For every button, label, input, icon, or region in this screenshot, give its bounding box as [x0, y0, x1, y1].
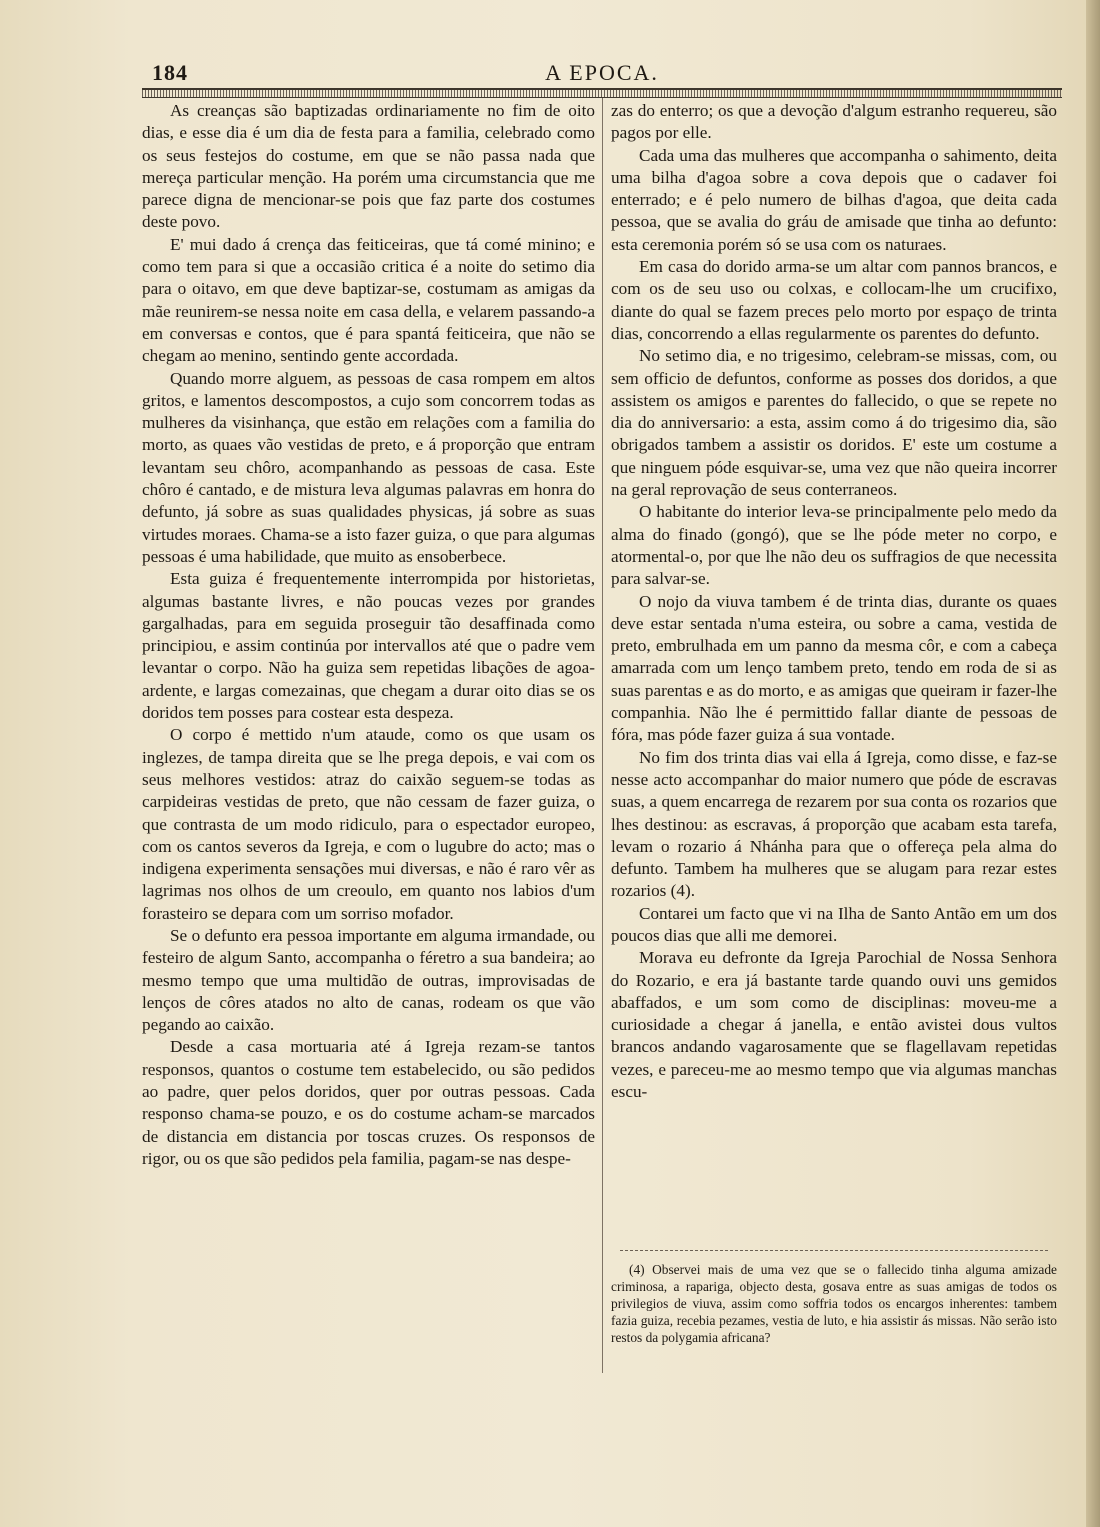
binding-edge	[1086, 0, 1100, 1527]
paragraph: Se o defunto era pessoa importante em alguma irmandade, ou festeiro de algum Santo, accompanha o féretro a sua bandeira; ao mesmo tempo que uma multidão de outras, improvisadas de lenços de côres atados no alto de canas, rodeam os que vão pegando ao caixão.	[142, 925, 595, 1035]
paragraph: Esta guiza é frequentemente interrompida por historietas, algumas bastante livres, e não poucas vezes por grandes gargalhadas, para em seguida proseguir tão desaffinada como principiou, e assim continúa por intervallos até que o padre vem levantar o corpo. Não ha guiza sem repetidas libações de agoa-ardente, e largas comezainas, que chegam a durar oito dias se os doridos tem posses para costear esta despeza.	[142, 569, 595, 723]
footnote-rule	[620, 1250, 1048, 1251]
right-column	[611, 100, 1057, 1103]
paragraph: O corpo é mettido n'um ataude, como os que usam os inglezes, de tampa direita que se lhe prega depois, e vai com os seus melhores vestidos: atraz do caixão seguem-se todas as carpideiras vestidas de preto, que não cessam de fazer guiza, o que contrasta de um modo ridiculo, para o espectador europeo, com os cantos severos da Igreja, e com o lugubre do acto; mas o indigena experimenta sensações mui diversas, e não é raro vêr as lagrimas nos olhos de um creoulo, em quanto nos labios d'um forasteiro se depara com um sorriso mofador.	[142, 725, 595, 923]
page-header	[142, 54, 1062, 86]
paragraph: Desde a casa mortuaria até á Igreja rezam-se tantos responsos, quantos o costume tem estabelecido, ou são pedidos ao padre, quer pelos doridos, quer por outras pessoas. Cada responso chama-se pouzo, e os do costume acham-se marcados de distancia em distancia por toscas cruzes. Os responsos de rigor, ou os que são pedidos pela familia, pagam-se nas despe-	[142, 1037, 595, 1168]
journal-title: A EPOCA.	[545, 60, 659, 85]
paragraph: Cada uma das mulheres que accompanha o sahimento, deita uma bilha d'agoa sobre a cova depois que o cadaver foi enterrado; e é pelo numero de bilhas d'agoa, que deita cada pessoa, que se avalia do gráu de amisade que tinha ao defunto: esta ceremonia porém só se usa com os naturaes.	[611, 145, 1057, 254]
footnote-text: (4) Observei mais de uma vez que se o fallecido tinha alguma amizade criminosa, a rapariga, objecto desta, gosava entre as suas amigas de todos os privilegios de viuva, assim como soffria todos os encargos inherentes: tambem fazia guiza, recebia pezames, vestia de luto, e hia assistir ás missas. Não serão isto restos da polygamia africana?	[611, 1262, 1057, 1345]
paragraph: Morava eu defronte da Igreja Parochial de Nossa Senhora do Rozario, e era já bastante tarde quando ouvi uns gemidos abaffados, e um som como de disciplinas: moveu-me a curiosidade a chegar á janella, e então avistei dous vultos brancos andando vagarosamente que se flagellavam repetidas vezes, e pareceu-me ao mesmo tempo que via algumas manchas escu-	[611, 948, 1057, 1102]
left-column	[142, 100, 595, 1170]
footnote	[611, 1261, 1057, 1346]
paragraph: Quando morre alguem, as pessoas de casa rompem em altos gritos, e lamentos descompostos, a cujo som concorrem todas as mulheres da visinhança, que estão em relações com a familia do morto, as quaes vão vestidas de preto, e á proporção que entram levantam seu chôro, acompanhando as pessoas de casa. Este chôro é cantado, e de mistura leva algumas palavras em honra do defunto, já sobre as suas qualidades physicas, já sobre as suas virtudes moraes. Chama-se a isto fazer guiza, o que para algumas pessoas é uma habilidade, que muito as ensoberbece.	[142, 368, 595, 566]
paragraph: O nojo da viuva tambem é de trinta dias, durante os quaes deve estar sentada n'uma esteira, ou sobre a cama, vestida de preto, embrulhada em um panno da mesma côr, e com a cabeça amarrada com um lenço tambem preto, tendo em roda de si as suas parentas e as do morto, e as amigas que queiram ir fazer-lhe companhia. Não lhe é permittido fallar diante de pessoas de fóra, mas póde fazer guiza á sua vontade.	[611, 591, 1057, 745]
paragraph: E' mui dado á crença das feiticeiras, que tá comé minino; e como tem para si que a occasião critica é a noite do setimo dia para o oitavo, em que deve baptizar-se, costumam as amigas da mãe reunirem-se nessa noite em casa della, e velarem passando-a em conversas e contos, que é para spantá feiticeira, que não se chegam ao menino, sentindo gente accordada.	[142, 234, 595, 366]
column-divider	[602, 98, 603, 1373]
paragraph: O habitante do interior leva-se principalmente pelo medo da alma do finado (gongó), que se lhe póde meter no corpo, e atormental-o, por que lhe não deu os suffragios de que necessita para salvar-se.	[611, 502, 1057, 589]
paragraph: As creanças são baptizadas ordinariamente no fim de oito dias, e esse dia é um dia de festa para a familia, celebrado como os seus festejos do costume, em que se não passa nada que mereça particular menção. Ha porém uma circumstancia que me parece digna de mencionar-se pois que faz parte dos costumes deste povo.	[142, 101, 595, 232]
page-number: 184	[152, 60, 188, 85]
paragraph: Em casa do dorido arma-se um altar com pannos brancos, e com os de seu uso ou colxas, e collocam-lhe um crucifixo, diante do qual se fazem preces pelo morto por espaço de trinta dias, concorrendo a ellas regularmente os parentes do defunto.	[611, 257, 1057, 343]
paragraph: No fim dos trinta dias vai ella á Igreja, como disse, e faz-se nesse acto accompanhar do maior numero que póde de escravas suas, a quem encarrega de rezarem por sua conta os rozarios que lhes destinou: as escravas, á proporção que acabam esta tarefa, levam o rozario á Nhánha para que o offereça pela alma do defunto. Tambem ha mulheres que se alugam para rezar estes rozarios (4).	[611, 747, 1057, 901]
paragraph: zas do enterro; os que a devoção d'algum estranho requereu, são pagos por elle.	[611, 101, 1057, 143]
paragraph: Contarei um facto que vi na Ilha de Santo Antão em um dos poucos dias que alli me demorei.	[611, 903, 1057, 945]
paragraph: No setimo dia, e no trigesimo, celebram-se missas, com, ou sem officio de defuntos, conforme as posses dos doridos, a que assistem os amigos e parentes do fallecido, o que se repete no dia do anniversario: a esta, assim como á do trigesimo dia, são obrigados tambem a assistir os doridos. E' este um costume a que ninguem póde esquivar-se, uma vez que não queira incorrer na geral reprovação de seus conterraneos.	[611, 346, 1057, 500]
header-rule	[142, 88, 1062, 98]
